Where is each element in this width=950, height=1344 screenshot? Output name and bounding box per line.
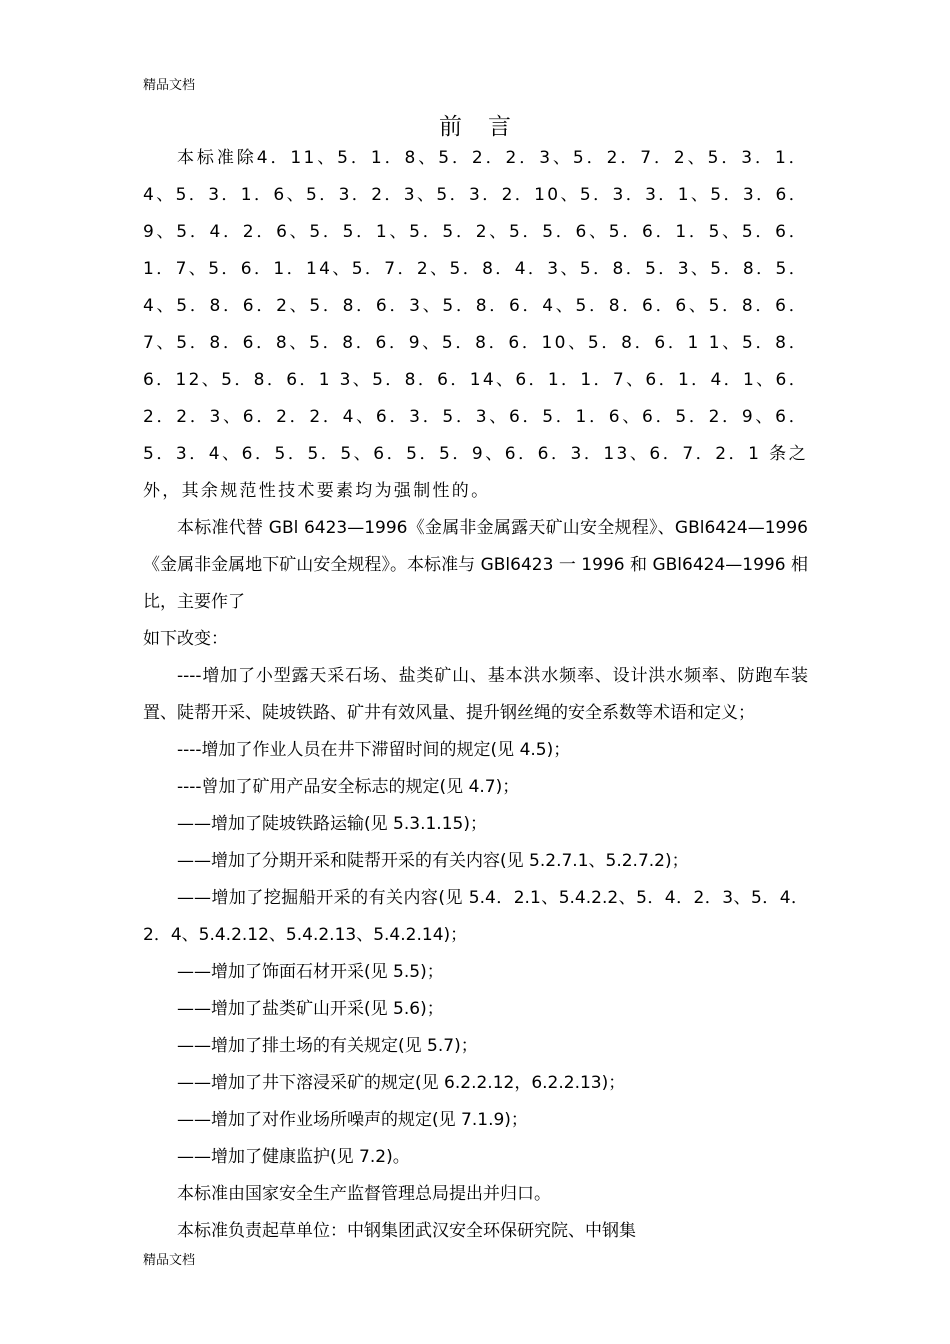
document-title: 前言 <box>439 114 537 140</box>
list-item-change: ——增加了挖掘船开采的有关内容(见 5.4．2.1、5.4.2.2、5．4．2．3、5．4．2．4、5.4.2.12、5.4.2.13、5.4.2.14)； <box>143 888 808 945</box>
document-body <box>143 140 808 1250</box>
list-item-change: ——增加了饰面石材开采(见 5.5)； <box>177 962 444 982</box>
paragraph-changes-intro: 如下改变： <box>143 629 228 649</box>
list-item-change: ——增加了健康监护(见 7.2)。 <box>177 1147 410 1167</box>
list-item-change: ——增加了盐类矿山开采(见 5.6)； <box>177 999 444 1019</box>
list-item-change: ——增加了对作业场所噪声的规定(见 7.1.9)； <box>177 1110 528 1130</box>
list-item-change: ——增加了排土场的有关规定(见 5.7)； <box>177 1036 478 1056</box>
list-item-change: ——增加了陡坡铁路运输(见 5.3.1.15)； <box>177 814 487 834</box>
paragraph-proposer: 本标准由国家安全生产监督管理总局提出并归口。 <box>177 1184 551 1204</box>
paragraph-drafters: 本标准负责起草单位：中钢集团武汉安全环保研究院、中钢集 <box>177 1221 636 1241</box>
list-item-change: ----增加了小型露天采石场、盐类矿山、基本洪水频率、设计洪水频率、防跑车装置、陡帮开采、陡坡铁路、矿井有效风量、提升钢丝绳的安全系数等术语和定义； <box>143 666 808 723</box>
list-item-change: ----曾加了矿用产品安全标志的规定(见 4.7)； <box>177 777 520 797</box>
paragraph-scope: 本标准除4．11、5．1．8、5．2．2．3、5．2．7．2、5．3．1．4、5．3．1．6、5．3．2．3、5．3．2．10、5．3．3．1、5．3．6．9、5．4．2．6、5．5．1、5．5．2、5．5．6、5．6．1．5、5．6．1．7、5．6．1．14、5．7．2、5．8．4．3、5．8．5．3、5．8．5．4、5．8．6．2、5．8．6．3、5．8．6．4、5．8．6．6、5．8．6．7、5．8．6．8、5．8．6．9、5．8．6．10、5．8．6．1 1、5．8．6．12、5．8．6．1 3、5．8．6．14、6．1．1．7、6．1．4．1、6．2．2．3、6．2．2．4、6．3．5．3、6．5．1．6、6．5．2．9、6．5．3．4、6．5．5．5、6．5．5．9、6．6．3．13、6．7．2．1 条之外，其余规范性技术要素均为强制性的。 <box>143 148 808 501</box>
list-item-change: ----增加了作业人员在井下滞留时间的规定(见 4.5)； <box>177 740 571 760</box>
page-header: 精品文档 <box>143 78 196 93</box>
paragraph-replaces: 本标准代替 GBl 6423—1996《金属非金属露天矿山安全规程》、GBl6424—1996《金属非金属地下矿山安全规程》。本标准与 GBl6423 一 1996 和 GBl6424—1996 相比，主要作了 <box>143 518 808 612</box>
list-item-change: ——增加了分期开采和陡帮开采的有关内容(见 5.2.7.1、5.2.7.2)； <box>177 851 689 871</box>
page-footer: 精品文档 <box>143 1253 196 1268</box>
list-item-change: ——增加了井下溶浸采矿的规定(见 6.2.2.12，6.2.2.13)； <box>177 1073 626 1093</box>
